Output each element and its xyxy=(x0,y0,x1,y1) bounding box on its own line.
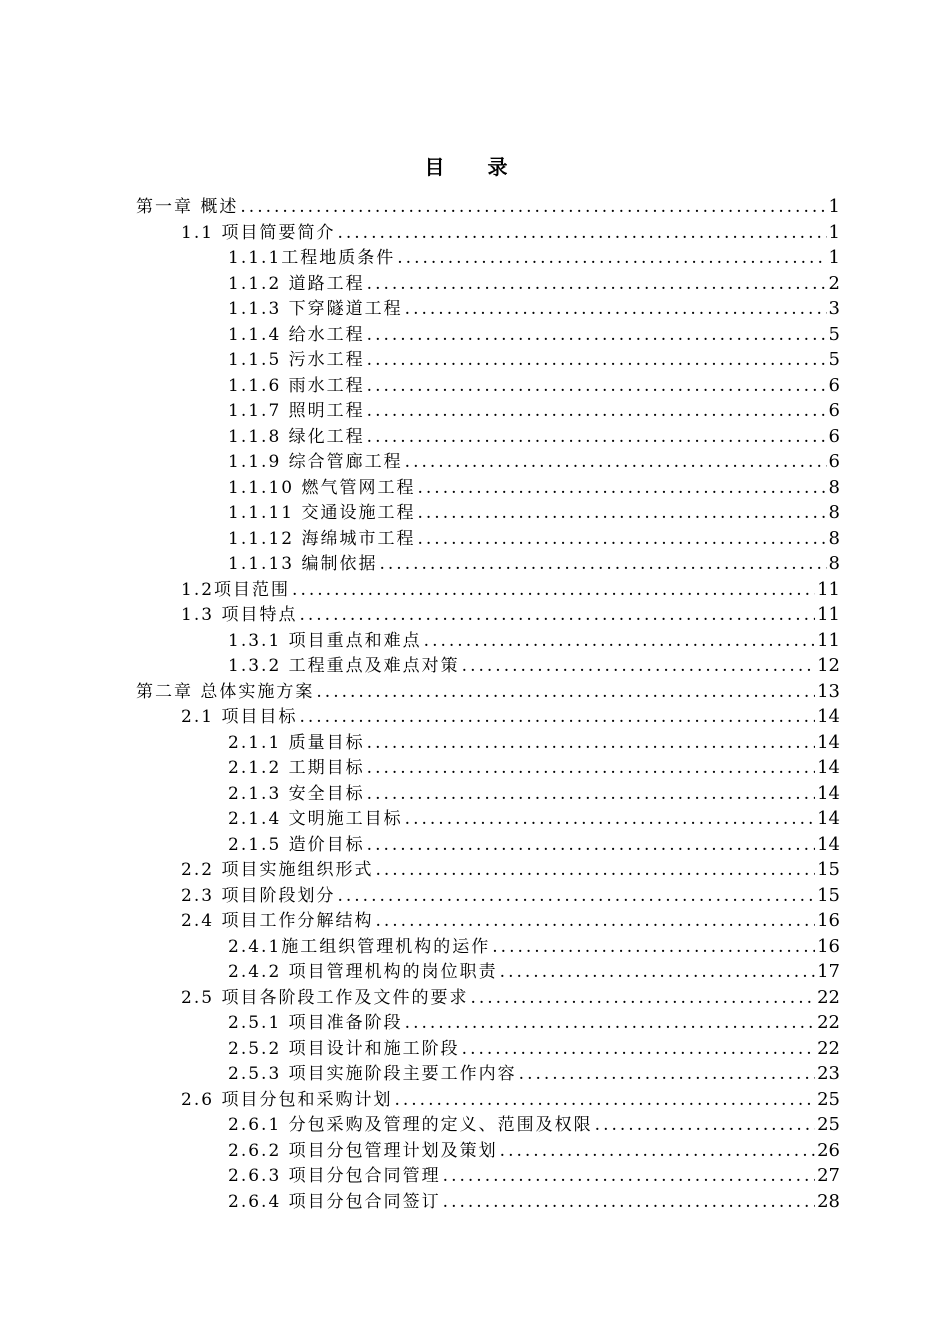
toc-entry-page: 25 xyxy=(817,1114,840,1135)
toc-entry-page: 15 xyxy=(817,884,840,906)
toc-entry-page: 8 xyxy=(828,527,840,549)
toc-entry-text: 2.1.4 文明施工目标 xyxy=(228,809,403,829)
toc-entry[interactable] xyxy=(0,1036,950,1062)
toc-entry-page: 23 xyxy=(817,1063,840,1084)
toc-leader-dots xyxy=(299,705,815,731)
toc-entry-text: 1.1.4 给水工程 xyxy=(228,324,365,345)
toc-entry-page: 17 xyxy=(817,961,840,982)
toc-leader-dots xyxy=(367,399,827,425)
toc-leader-dots xyxy=(595,1113,815,1139)
toc-entry[interactable] xyxy=(0,806,950,832)
toc-entry-text: 2.3 项目阶段划分 xyxy=(181,885,336,906)
toc-entry-text: 1.3.2 工程重点及难点对策 xyxy=(228,656,460,676)
toc-entry[interactable] xyxy=(0,577,950,603)
toc-entry-text: 2.4.2 项目管理机构的岗位职责 xyxy=(228,962,498,982)
toc-list xyxy=(0,194,950,1214)
toc-entry-text: 1.1.7 照明工程 xyxy=(228,401,365,421)
toc-entry-text: 2.5.2 项目设计和施工阶段 xyxy=(228,1038,460,1059)
toc-entry-text: 1.1.11 交通设施工程 xyxy=(228,503,416,523)
toc-entry-page: 16 xyxy=(817,910,840,931)
toc-leader-dots xyxy=(367,756,815,782)
toc-entry-text: 2.5 项目各阶段工作及文件的要求 xyxy=(181,987,469,1008)
toc-entry-page: 1 xyxy=(828,196,840,217)
toc-entry-text: 2.1.1 质量目标 xyxy=(228,732,365,753)
toc-entry-text: 1.1.13 编制依据 xyxy=(228,554,378,574)
toc-leader-dots xyxy=(405,1011,815,1037)
toc-entry-text: 2.6.3 项目分包合同管理 xyxy=(228,1166,441,1186)
toc-entry[interactable] xyxy=(0,908,950,934)
toc-entry-page: 25 xyxy=(817,1088,840,1110)
toc-entry-text: 1.1.5 污水工程 xyxy=(228,350,365,370)
toc-entry[interactable] xyxy=(0,959,950,985)
toc-leader-dots xyxy=(316,680,815,706)
toc-entry-page: 11 xyxy=(817,604,840,625)
toc-entry-text: 2.1.2 工期目标 xyxy=(228,758,365,778)
toc-entry[interactable] xyxy=(0,500,950,526)
toc-entry-page: 15 xyxy=(817,859,840,880)
toc-leader-dots xyxy=(500,1139,815,1165)
toc-entry-page: 12 xyxy=(817,655,840,676)
toc-entry-page: 5 xyxy=(828,349,840,370)
toc-leader-dots xyxy=(417,501,826,527)
toc-entry-page: 14 xyxy=(817,782,840,804)
toc-entry[interactable] xyxy=(0,271,950,297)
toc-entry[interactable] xyxy=(0,1189,950,1215)
toc-entry-text: 第一章 概述 xyxy=(136,197,239,217)
toc-leader-dots xyxy=(367,272,827,298)
toc-entry[interactable] xyxy=(0,755,950,781)
toc-leader-dots xyxy=(462,1037,815,1063)
toc-entry[interactable] xyxy=(0,653,950,679)
toc-entry[interactable] xyxy=(0,220,950,246)
toc-entry-text: 1.1.10 燃气管网工程 xyxy=(228,477,416,498)
toc-leader-dots xyxy=(299,603,815,629)
toc-entry-text: 1.1.6 雨水工程 xyxy=(228,375,365,396)
toc-leader-dots xyxy=(375,909,815,935)
toc-entry-text: 1.1.12 海绵城市工程 xyxy=(228,528,416,549)
toc-entry[interactable] xyxy=(0,424,950,450)
toc-entry-text: 1.1.3 下穿隧道工程 xyxy=(228,299,403,319)
toc-entry-text: 2.4.1施工组织管理机构的运作 xyxy=(228,936,491,957)
toc-entry[interactable] xyxy=(0,1138,950,1164)
toc-entry-text: 2.1.3 安全目标 xyxy=(228,783,365,804)
toc-entry-page: 11 xyxy=(817,629,840,651)
toc-entry-page: 11 xyxy=(817,578,840,600)
toc-entry-page: 14 xyxy=(817,706,840,727)
toc-entry-text: 2.6 项目分包和采购计划 xyxy=(181,1089,393,1110)
toc-entry-page: 28 xyxy=(817,1190,840,1212)
toc-entry-page: 27 xyxy=(817,1165,840,1186)
toc-entry-text: 2.5.1 项目准备阶段 xyxy=(228,1013,403,1033)
toc-entry-page: 6 xyxy=(828,374,840,396)
toc-leader-dots xyxy=(405,450,827,476)
toc-entry[interactable] xyxy=(0,857,950,883)
toc-entry-text: 2.1 项目目标 xyxy=(181,707,298,727)
toc-leader-dots xyxy=(397,246,826,272)
toc-entry-text: 1.1.2 道路工程 xyxy=(228,273,365,294)
toc-title: 目 录 xyxy=(424,155,526,179)
toc-entry-page: 1 xyxy=(828,247,840,268)
toc-entry-text: 2.6.4 项目分包合同签订 xyxy=(228,1191,441,1212)
toc-leader-dots xyxy=(367,833,815,859)
toc-entry-text: 2.6.2 项目分包管理计划及策划 xyxy=(228,1140,498,1161)
toc-leader-dots xyxy=(417,476,826,502)
toc-entry[interactable] xyxy=(0,245,950,271)
toc-leader-dots xyxy=(519,1062,815,1088)
toc-entry-page: 3 xyxy=(828,298,840,319)
toc-entry-page: 14 xyxy=(817,757,840,778)
toc-entry-page: 2 xyxy=(828,272,840,294)
toc-leader-dots xyxy=(292,578,815,604)
toc-entry[interactable] xyxy=(0,1112,950,1138)
toc-entry[interactable] xyxy=(0,322,950,348)
toc-entry[interactable] xyxy=(0,1163,950,1189)
toc-entry[interactable] xyxy=(0,628,950,654)
toc-leader-dots xyxy=(367,425,827,451)
toc-entry[interactable] xyxy=(0,679,950,705)
toc-leader-dots xyxy=(424,629,815,655)
toc-leader-dots xyxy=(337,221,826,247)
toc-leader-dots xyxy=(462,654,815,680)
toc-leader-dots xyxy=(367,348,827,374)
toc-leader-dots xyxy=(443,1164,815,1190)
toc-leader-dots xyxy=(405,807,815,833)
toc-entry-text: 2.4 项目工作分解结构 xyxy=(181,911,374,931)
toc-entry-text: 1.3 项目特点 xyxy=(181,605,298,625)
toc-entry-text: 2.6.1 分包采购及管理的定义、范围及权限 xyxy=(228,1115,593,1135)
toc-entry-page: 14 xyxy=(817,833,840,855)
toc-entry[interactable] xyxy=(0,1010,950,1036)
toc-entry-text: 2.1.5 造价目标 xyxy=(228,834,365,855)
toc-entry[interactable] xyxy=(0,347,950,373)
toc-entry-page: 22 xyxy=(817,1012,840,1033)
toc-entry[interactable] xyxy=(0,449,950,475)
toc-leader-dots xyxy=(394,1088,815,1114)
toc-entry[interactable] xyxy=(0,526,950,552)
toc-leader-dots xyxy=(443,1190,815,1216)
toc-entry[interactable] xyxy=(0,730,950,756)
toc-entry-text: 1.1.1工程地质条件 xyxy=(228,248,396,268)
toc-leader-dots xyxy=(240,195,826,221)
toc-entry[interactable] xyxy=(0,602,950,628)
toc-entry-page: 5 xyxy=(828,323,840,345)
toc-leader-dots xyxy=(367,323,827,349)
toc-entry[interactable] xyxy=(0,832,950,858)
toc-entry-page: 14 xyxy=(817,808,840,829)
toc-entry-page: 22 xyxy=(817,986,840,1008)
toc-leader-dots xyxy=(492,935,815,961)
toc-entry[interactable] xyxy=(0,373,950,399)
toc-leader-dots xyxy=(379,552,826,578)
toc-entry[interactable] xyxy=(0,781,950,807)
toc-entry-page: 6 xyxy=(828,425,840,447)
toc-entry-text: 第二章 总体实施方案 xyxy=(136,681,315,702)
toc-leader-dots xyxy=(405,297,827,323)
toc-leader-dots xyxy=(500,960,815,986)
toc-leader-dots xyxy=(367,731,815,757)
toc-entry-text: 1.2项目范围 xyxy=(181,579,291,600)
toc-leader-dots xyxy=(367,782,815,808)
toc-entry-page: 6 xyxy=(828,400,840,421)
toc-entry-page: 8 xyxy=(828,476,840,498)
toc-entry[interactable] xyxy=(0,551,950,577)
toc-entry-page: 13 xyxy=(817,680,840,702)
toc-entry-text: 2.5.3 项目实施阶段主要工作内容 xyxy=(228,1064,517,1084)
toc-leader-dots xyxy=(337,884,815,910)
toc-entry-text: 1.1.8 绿化工程 xyxy=(228,426,365,447)
toc-entry-text: 1.1.9 综合管廊工程 xyxy=(228,452,403,472)
toc-entry[interactable] xyxy=(0,194,950,220)
toc-entry-page: 6 xyxy=(828,451,840,472)
toc-leader-dots xyxy=(470,986,815,1012)
toc-entry[interactable] xyxy=(0,1087,950,1113)
toc-entry-page: 16 xyxy=(817,935,840,957)
toc-entry-text: 1.3.1 项目重点和难点 xyxy=(228,630,422,651)
toc-entry-page: 14 xyxy=(817,731,840,753)
toc-entry-page: 1 xyxy=(828,221,840,243)
toc-leader-dots xyxy=(375,858,815,884)
toc-entry[interactable] xyxy=(0,1061,950,1087)
toc-entry[interactable] xyxy=(0,883,950,909)
toc-entry-text: 1.1 项目简要简介 xyxy=(181,222,336,243)
toc-entry[interactable] xyxy=(0,985,950,1011)
toc-entry-text: 2.2 项目实施组织形式 xyxy=(181,860,374,880)
toc-entry[interactable] xyxy=(0,398,950,424)
toc-entry-page: 22 xyxy=(817,1037,840,1059)
toc-entry-page: 8 xyxy=(828,553,840,574)
toc-leader-dots xyxy=(417,527,826,553)
toc-entry[interactable] xyxy=(0,704,950,730)
toc-entry-page: 8 xyxy=(828,502,840,523)
toc-entry-page: 26 xyxy=(817,1139,840,1161)
toc-entry[interactable] xyxy=(0,475,950,501)
toc-leader-dots xyxy=(367,374,827,400)
toc-entry[interactable] xyxy=(0,296,950,322)
toc-entry[interactable] xyxy=(0,934,950,960)
